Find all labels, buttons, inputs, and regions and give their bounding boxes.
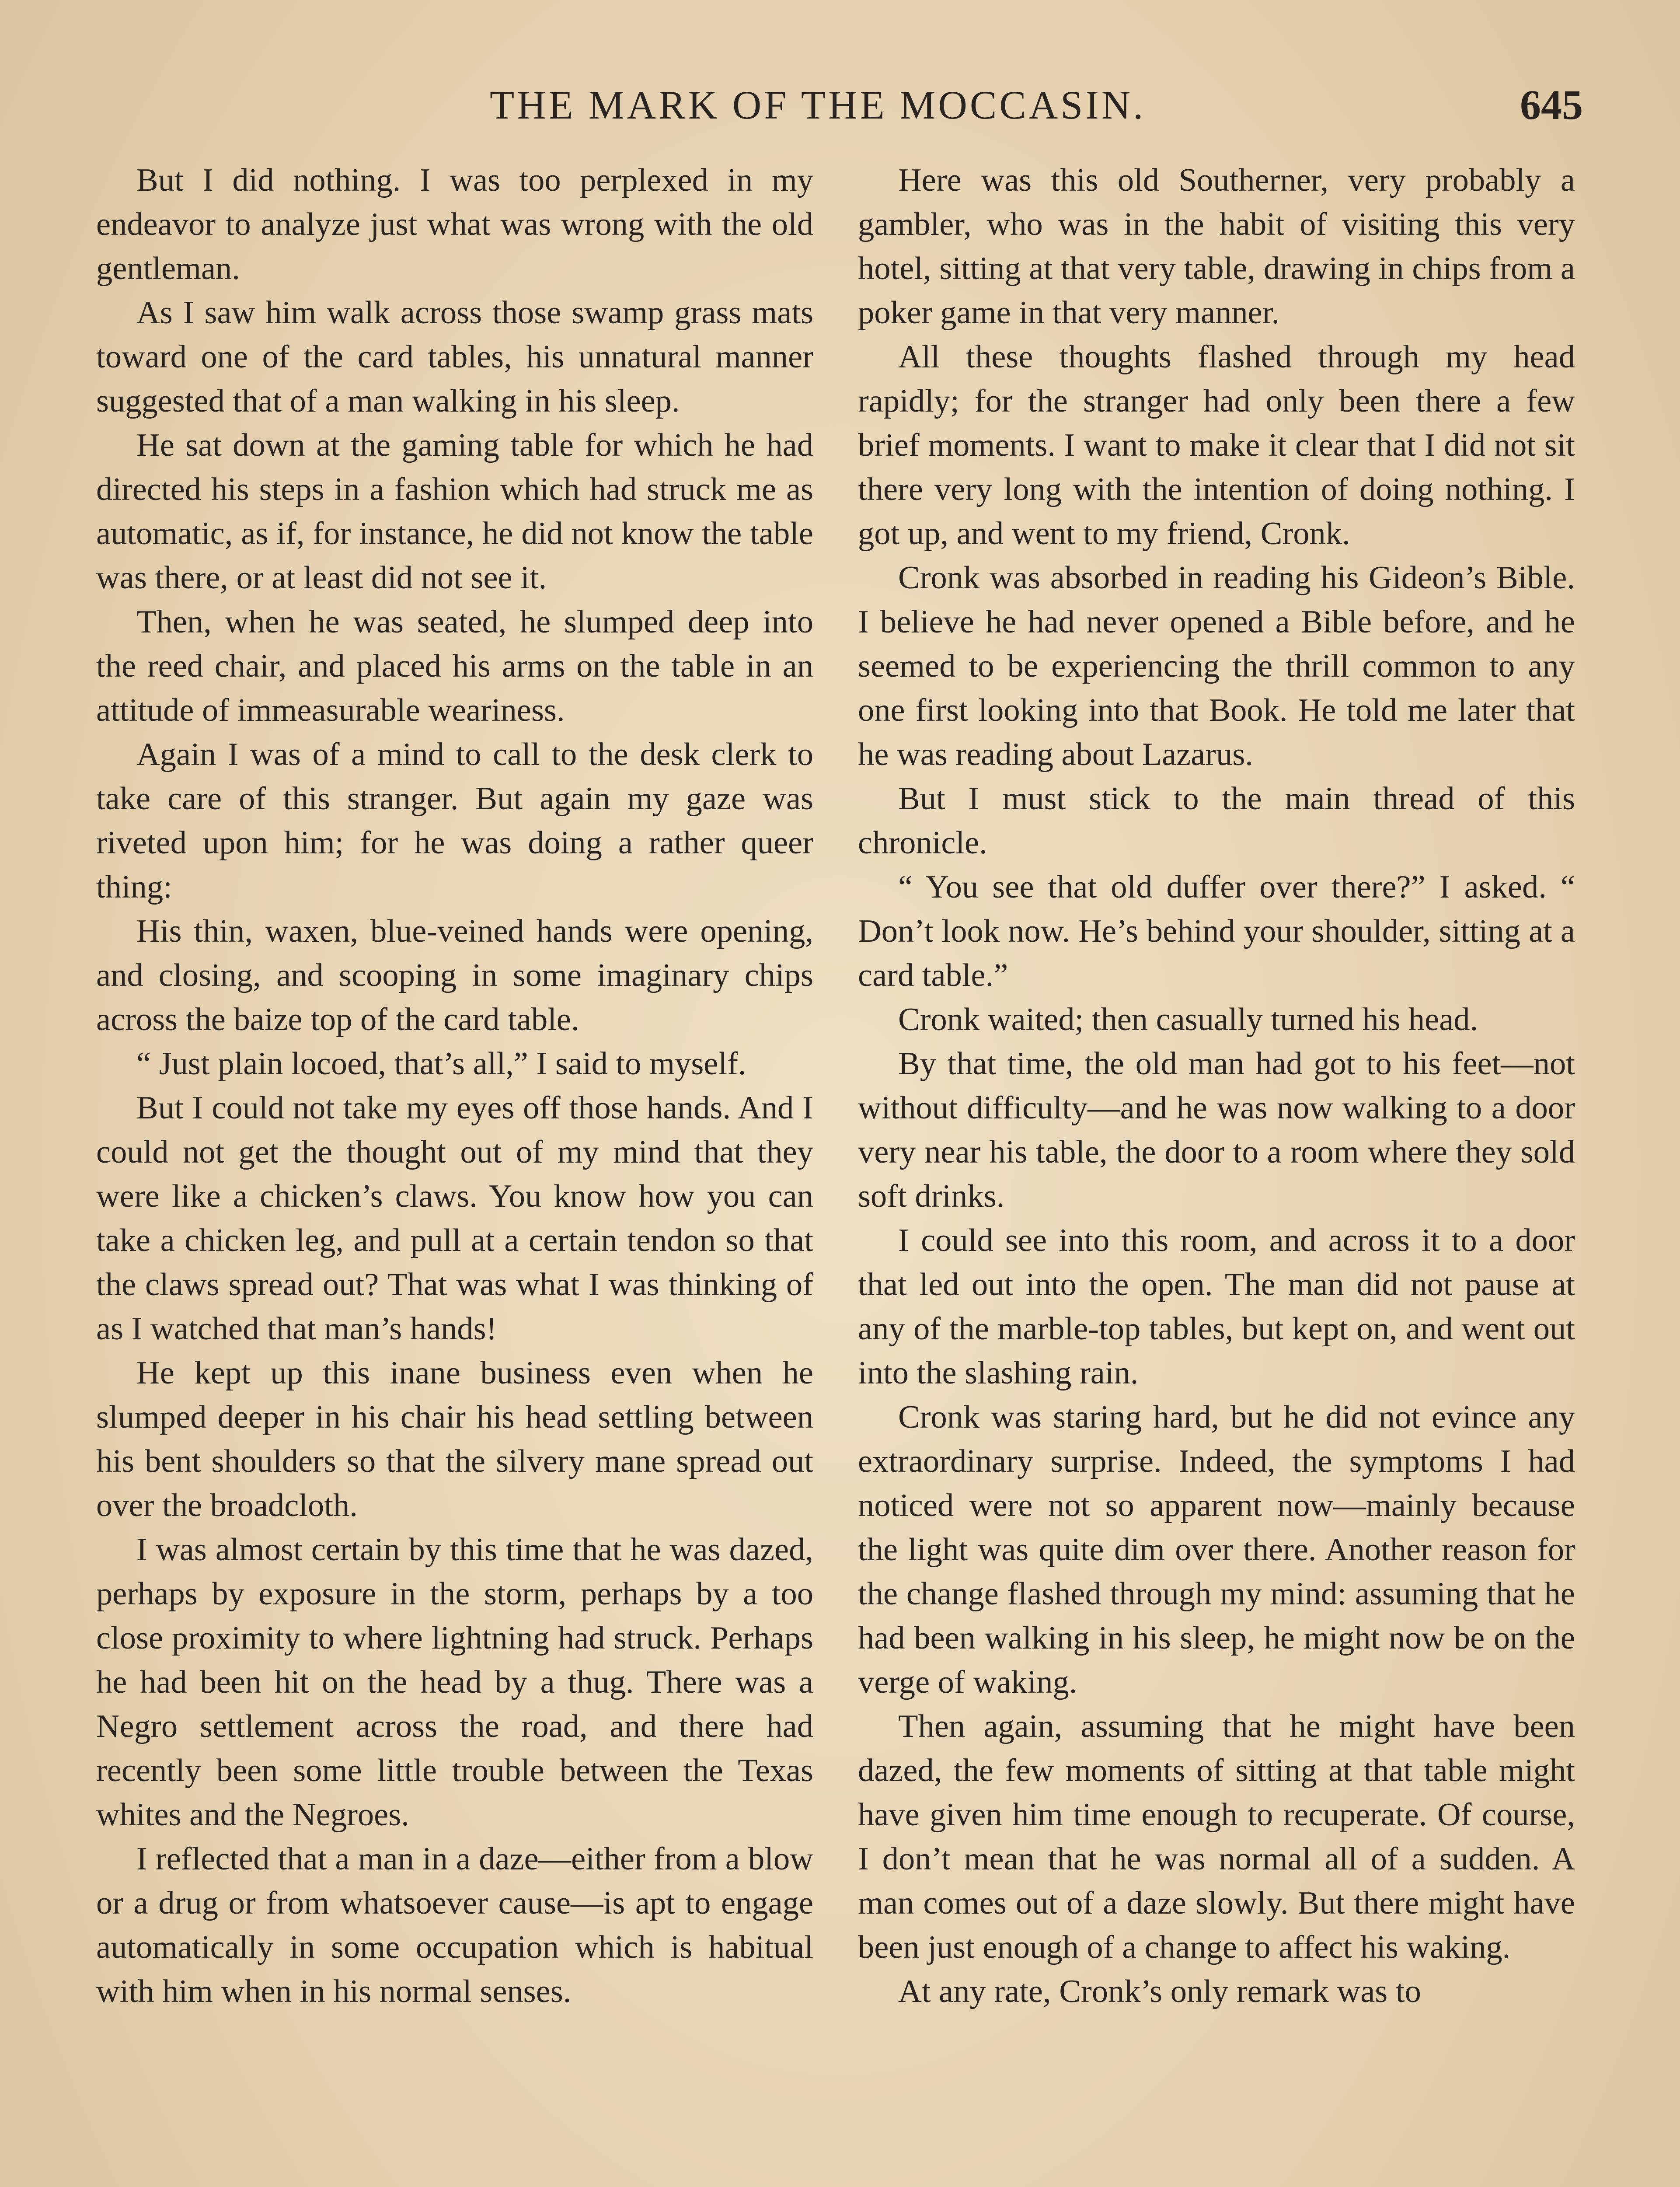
paragraph: Cronk was absorbed in reading his Gideon’s Bible. I believe he had never opened a Bible before, and he seemed to be experiencing the thrill common to any one first looking into that Book. He told me later that he was reading about Lazarus. [858,560,1575,772]
paragraph: As I saw him walk across those swamp grass mats toward one of the card tables, his unnatural manner suggested that of a man walking in his sleep. [96,295,813,419]
paragraph: Cronk was staring hard, but he did not evince any extraordinary surprise. Indeed, the symptoms I had noticed were not so apparent now—mainly because the light was quite dim over there. Another reason for the change flashed through my mind: assuming that he had been walking in his sleep, he might now be on the verge of waking. [858,1399,1575,1700]
paragraph: “ You see that old duffer over there?” I asked. “ Don’t look now. He’s behind your shoulder, sitting at a card table.” [858,869,1575,993]
paragraph: Then, when he was seated, he slumped deep into the reed chair, and placed his arms on the table in an attitude of immeasurable weariness. [96,604,813,728]
paragraph: Again I was of a mind to call to the desk clerk to take care of this stranger. But again my gaze was riveted upon him; for he was doing a rather queer thing: [96,737,813,905]
paragraph: Then again, assuming that he might have been dazed, the few moments of sitting at that table might have given him time enough to recuperate. Of course, I don’t mean that he was normal all of a sudden. A man comes out of a daze slowly. But there might have been just enough of a change to affect his waking. [858,1708,1575,1965]
right-column [858,158,1575,2014]
paragraph: Cronk waited; then casually turned his head. [898,1002,1478,1038]
paragraph: Here was this old Southerner, very probably a gambler, who was in the habit of visiting this very hotel, sitting at that very table, drawing in chips from a poker game in that very manner. [858,162,1575,331]
paragraph: I reflected that a man in a daze—either from a blow or a drug or from whatsoever cause—is apt to engage automatically in some occupation which is habitual with him when in his normal senses. [96,1841,813,2009]
paragraph: But I must stick to the main thread of this chronicle. [858,781,1575,861]
page-header [87,79,1583,131]
paragraph: By that time, the old man had got to his feet—not without difficulty—and he was now walking to a door very near his table, the door to a room where they sold soft drinks. [858,1046,1575,1214]
paragraph: But I did nothing. I was too perplexed in my endeavor to analyze just what was wrong with the old gentleman. [96,162,813,286]
paragraph: But I could not take my eyes off those hands. And I could not get the thought out of my mind that they were like a chicken’s claws. You know how you can take a chicken leg, and pull at a certain tendon so that the claws spread out? That was what I was thinking of as I watched that man’s hands! [96,1090,813,1347]
paragraph: He kept up this inane business even when he slumped deeper in his chair his head settling between his bent shoulders so that the silvery mane spread out over the broadcloth. [96,1355,813,1523]
paragraph: I was almost certain by this time that he was dazed, perhaps by exposure in the storm, perhaps by a too close proximity to where lightning had struck. Perhaps he had been hit on the head by a thug. There was a Negro settlement across the road, and there had recently been some little trouble between the Texas whites and the Negroes. [96,1532,813,1833]
paragraph: His thin, waxen, blue-veined hands were opening, and closing, and scooping in some imaginary chips across the baize top of the card table. [96,913,813,1038]
page-number: 645 [1520,81,1583,128]
running-head: THE MARK OF THE MOCCASIN. [490,83,1146,127]
left-column [96,158,813,2014]
paragraph: I could see into this room, and across it to a door that led out into the open. The man did not pause at any of the marble-top tables, but kept on, and went out into the slashing rain. [858,1223,1575,1391]
paragraph: At any rate, Cronk’s only remark was to [898,1974,1421,2009]
paragraph: “ Just plain locoed, that’s all,” I said to myself. [136,1046,746,1082]
paragraph: All these thoughts flashed through my head rapidly; for the stranger had only been there a few brief moments. I want to make it clear that I did not sit there very long with the intention of doing nothing. I got up, and went to my friend, Cronk. [858,339,1575,552]
paragraph: He sat down at the gaming table for which he had directed his steps in a fashion which had struck me as automatic, as if, for instance, he did not know the table was there, or at least did not see it. [96,427,813,596]
